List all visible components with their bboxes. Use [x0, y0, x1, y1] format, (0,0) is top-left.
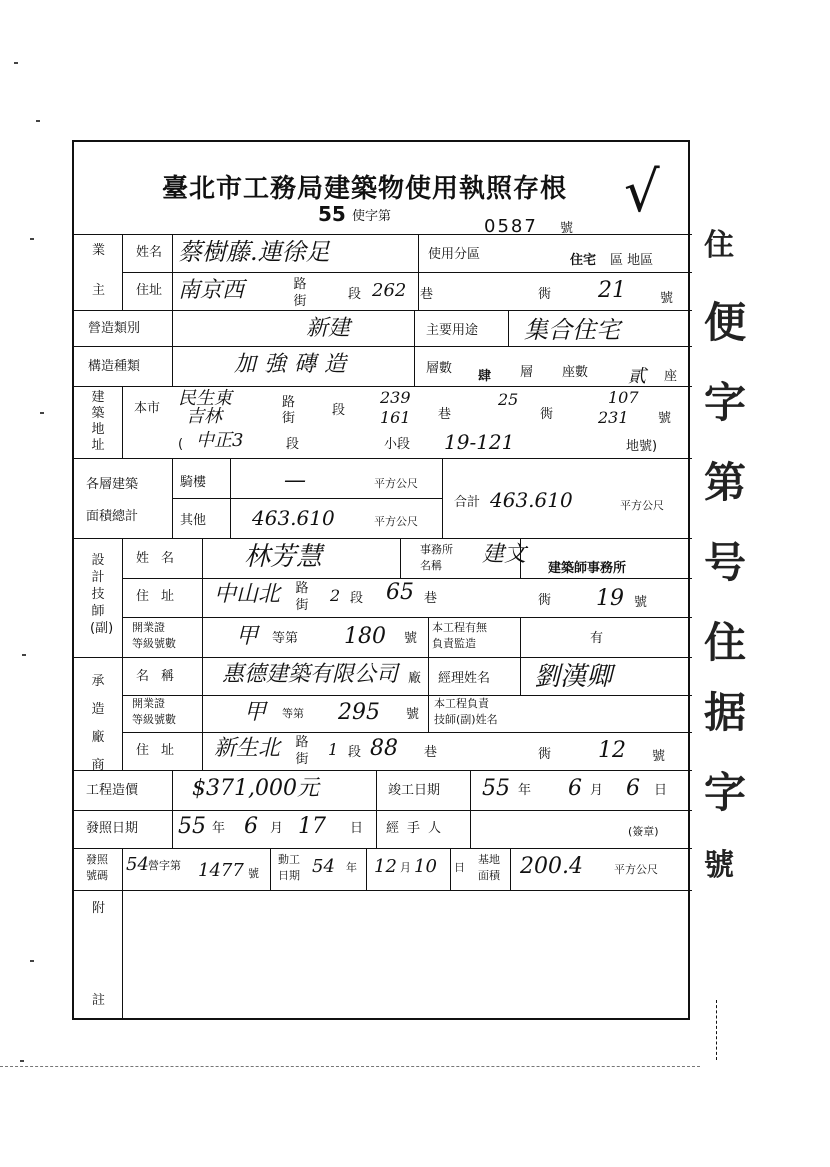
contractor-lane: 88 [370, 736, 398, 761]
owner-section-label: 段 [348, 287, 362, 302]
designer-name-value: 林芳慧 [244, 542, 323, 572]
zone-label: 使用分區 [428, 247, 481, 262]
owner-alley-label: 衖 [538, 287, 552, 302]
site-city-label: 本市 [134, 401, 161, 416]
building-permit-number: 1477 [198, 860, 244, 881]
site-lane-label: 巷 [438, 407, 452, 422]
designer-addr-label: 住址 [136, 589, 187, 604]
site-section-label: 段 [332, 403, 346, 418]
scan-edge [0, 1066, 700, 1067]
designer-alley-label: 衖 [538, 593, 552, 608]
contractor-name-suffix: 廠 [408, 671, 422, 686]
site-lane-value: 25 [498, 390, 519, 409]
start-year: 54 [312, 856, 335, 877]
parcel-prefix: ( [178, 437, 184, 452]
engineer-label: 技師(副)姓名 [434, 713, 498, 726]
other-area-value: 463.610 [252, 506, 335, 530]
manager-label: 經理姓名 [438, 671, 491, 686]
margin-char: 住 [704, 618, 747, 667]
issue-year: 55 [178, 814, 206, 839]
zone-value: 住宅 [570, 253, 597, 268]
owner-lane-label: 巷 [420, 287, 434, 302]
start-date-label: 日期 [278, 869, 300, 882]
site-district1: 民生東 [178, 388, 232, 409]
manager-value: 劉漢卿 [534, 662, 613, 692]
main-use-value: 集合住宅 [524, 316, 620, 344]
issue-year-label: 年 [212, 821, 226, 836]
structure-type-label: 構造種類 [88, 359, 141, 374]
owner-addr-label: 住址 [136, 283, 163, 298]
building-permit-word: 營字第 [148, 859, 181, 872]
construction-type-value: 新建 [306, 316, 351, 341]
site-no2: 161 [380, 408, 411, 427]
scan-speck [30, 960, 34, 962]
owner-group-label: 業 [92, 243, 106, 258]
permit-suffix: 號 [560, 221, 574, 236]
total-area-label: 合計 [454, 495, 481, 510]
start-date-label: 動工 [278, 853, 300, 866]
area-group-label: 面積總計 [86, 509, 139, 524]
contractor-alley-label: 衖 [538, 747, 552, 762]
contractor-license-word: 等第 [282, 707, 304, 720]
office-label: 事務所 [420, 543, 453, 556]
margin-char: 第 [704, 458, 747, 507]
margin-char: 字 [704, 768, 747, 817]
contractor-no-label: 號 [652, 749, 666, 764]
designer-no: 19 [596, 586, 624, 611]
designer-license-no-label: 號 [404, 631, 418, 646]
construction-type-label: 營造類別 [88, 321, 141, 336]
parcel-section-label: 段 [286, 437, 300, 452]
arcade-label: 騎樓 [180, 475, 207, 490]
supervise-label: 本工程有無 [432, 621, 487, 634]
cost-label: 工程造價 [86, 783, 139, 798]
seats-unit: 座 [664, 369, 678, 384]
base-area-value: 200.4 [520, 854, 583, 879]
parcel-district: 中正3 [196, 430, 244, 451]
seal-label: (簽章) [628, 825, 659, 838]
contractor-section-label: 段 [348, 745, 362, 760]
floors-value: 肆 [478, 369, 492, 384]
contractor-lane-label: 巷 [424, 745, 438, 760]
designer-section: 2 [330, 586, 341, 605]
permit-year: 55 [318, 202, 346, 226]
issue-month: 6 [244, 814, 258, 839]
seats-label: 座數 [562, 365, 589, 380]
completion-label: 竣工日期 [388, 783, 441, 798]
total-area-unit: 平方公尺 [620, 499, 664, 512]
designer-section-label: 段 [350, 591, 364, 606]
supervise-value: 有 [590, 631, 604, 646]
owner-addr-value: 南京西 [178, 278, 245, 303]
issue-date-label: 發照日期 [86, 821, 139, 836]
owner-no-label: 號 [660, 291, 674, 306]
engineer-label: 本工程負責 [434, 697, 489, 710]
permit-number: 0587 [484, 216, 538, 237]
owner-no-value: 21 [598, 278, 626, 303]
site-district2: 吉林 [186, 406, 222, 427]
designer-lane-label: 巷 [424, 591, 438, 606]
owner-name-value: 蔡樹藤.連徐足 [178, 238, 330, 266]
site-no1: 239 [380, 388, 411, 407]
parcel-value: 19-121 [444, 430, 515, 454]
building-permit-year: 54 [126, 854, 149, 875]
office-suffix: 建築師事務所 [548, 561, 627, 576]
parcel-subsection-label: 小段 [384, 437, 411, 452]
site-num-label: 號 [658, 411, 672, 426]
margin-char: 号 [704, 538, 747, 587]
site-road-label: 路 [282, 395, 296, 410]
permit-word-label: 使字第 [352, 209, 392, 224]
site-group-label: 建築地址 [91, 390, 105, 453]
owner-name-label: 姓名 [136, 245, 163, 260]
remarks-label: 註 [92, 993, 106, 1008]
contractor-license-label: 開業證 [132, 697, 165, 710]
scan-speck [36, 120, 40, 122]
designer-addr-road: 路街 [295, 581, 309, 613]
designer-license-grade: 甲 [236, 624, 259, 649]
scan-speck [14, 62, 18, 64]
margin-char: 字 [704, 378, 747, 427]
margin-char: 便 [704, 298, 747, 347]
completion-day: 6 [626, 776, 640, 801]
margin-char: 號 [704, 848, 734, 883]
parcel-suffix: 地號) [626, 439, 658, 454]
contractor-license-no-label: 號 [406, 707, 420, 722]
building-permit-number-label: 號 [248, 867, 259, 880]
designer-license-label: 開業證 [132, 621, 165, 634]
start-month: 12 [374, 856, 397, 877]
fold-line [716, 1000, 717, 1060]
issue-month-label: 月 [270, 821, 284, 836]
completion-month: 6 [568, 776, 582, 801]
completion-day-label: 日 [654, 783, 668, 798]
scan-speck [22, 654, 26, 656]
floors-label: 層數 [426, 361, 453, 376]
start-year-label: 年 [346, 861, 357, 874]
site-street-label: 街 [282, 411, 296, 426]
arcade-value: — [284, 468, 306, 493]
designer-license-word: 等第 [272, 631, 299, 646]
cost-value: $371,000元 [192, 776, 319, 801]
designer-name-label: 姓名 [136, 551, 187, 566]
contractor-license-grade: 甲 [244, 700, 267, 725]
contractor-name-label: 名稱 [136, 669, 187, 684]
building-permit-label: 號碼 [86, 869, 108, 882]
base-area-label: 基地 [478, 853, 500, 866]
contractor-group-label: 承造廠商 [91, 674, 105, 773]
supervise-label: 負責監造 [432, 637, 476, 650]
contractor-addr-value: 新生北 [214, 736, 281, 761]
site-alley-label: 衖 [540, 407, 554, 422]
office-value: 建文 [482, 542, 527, 567]
designer-lane: 65 [386, 580, 414, 605]
office-label: 名稱 [420, 559, 442, 572]
other-area-label: 其他 [180, 513, 207, 528]
contractor-license-label: 等級號數 [132, 713, 176, 726]
structure-type-value: 加強磚造 [234, 352, 355, 377]
main-use-label: 主要用途 [426, 323, 479, 338]
base-area-label: 面積 [478, 869, 500, 882]
area-group-label: 各層建築 [86, 477, 139, 492]
completion-year-label: 年 [518, 783, 532, 798]
site-num2: 231 [598, 408, 629, 427]
scan-speck [20, 1060, 24, 1062]
total-area-value: 463.610 [490, 488, 573, 512]
owner-lane-value: 262 [372, 280, 407, 301]
completion-year: 55 [482, 776, 510, 801]
floors-unit: 層 [520, 365, 534, 380]
remarks-label: 附 [92, 901, 106, 916]
usage-permit-stub-form [72, 140, 690, 1020]
designer-license-no: 180 [344, 624, 386, 649]
contractor-addr-label: 住址 [136, 743, 187, 758]
start-day: 10 [414, 856, 437, 877]
base-area-unit: 平方公尺 [614, 863, 658, 876]
contractor-addr-road: 路街 [295, 735, 309, 767]
designer-group-label: 設計技師(副) [90, 553, 114, 636]
start-day-label: 日 [454, 861, 465, 874]
completion-month-label: 月 [590, 783, 604, 798]
margin-char: 住 [704, 228, 734, 263]
designer-license-label: 等級號數 [132, 637, 176, 650]
issue-day-label: 日 [350, 821, 364, 836]
contractor-license-no: 295 [338, 700, 380, 725]
scan-speck [40, 412, 44, 414]
adjacent-page-fragment [700, 210, 760, 910]
seats-value: 貳 [628, 366, 646, 387]
site-num1: 107 [608, 388, 639, 407]
other-area-unit: 平方公尺 [374, 515, 418, 528]
owner-group-label: 主 [92, 283, 106, 298]
contractor-section: 1 [328, 740, 339, 759]
zone-suffix: 區 地區 [610, 253, 654, 268]
designer-no-label: 號 [634, 595, 648, 610]
owner-addr-road: 路街 [293, 277, 307, 309]
start-month-label: 月 [400, 861, 411, 874]
designer-addr-value: 中山北 [214, 582, 281, 607]
arcade-unit: 平方公尺 [374, 477, 418, 490]
scan-speck [30, 238, 34, 240]
handler-label: 經手人 [386, 821, 450, 836]
building-permit-label: 發照 [86, 853, 108, 866]
margin-char: 据 [704, 688, 747, 737]
issue-day: 17 [298, 814, 326, 839]
check-mark: √ [624, 160, 660, 225]
contractor-no: 12 [598, 738, 626, 763]
contractor-name-value: 惠德建築有限公司 [222, 662, 399, 687]
form-title: 臺北市工務局建築物使用執照存根 [162, 174, 568, 204]
